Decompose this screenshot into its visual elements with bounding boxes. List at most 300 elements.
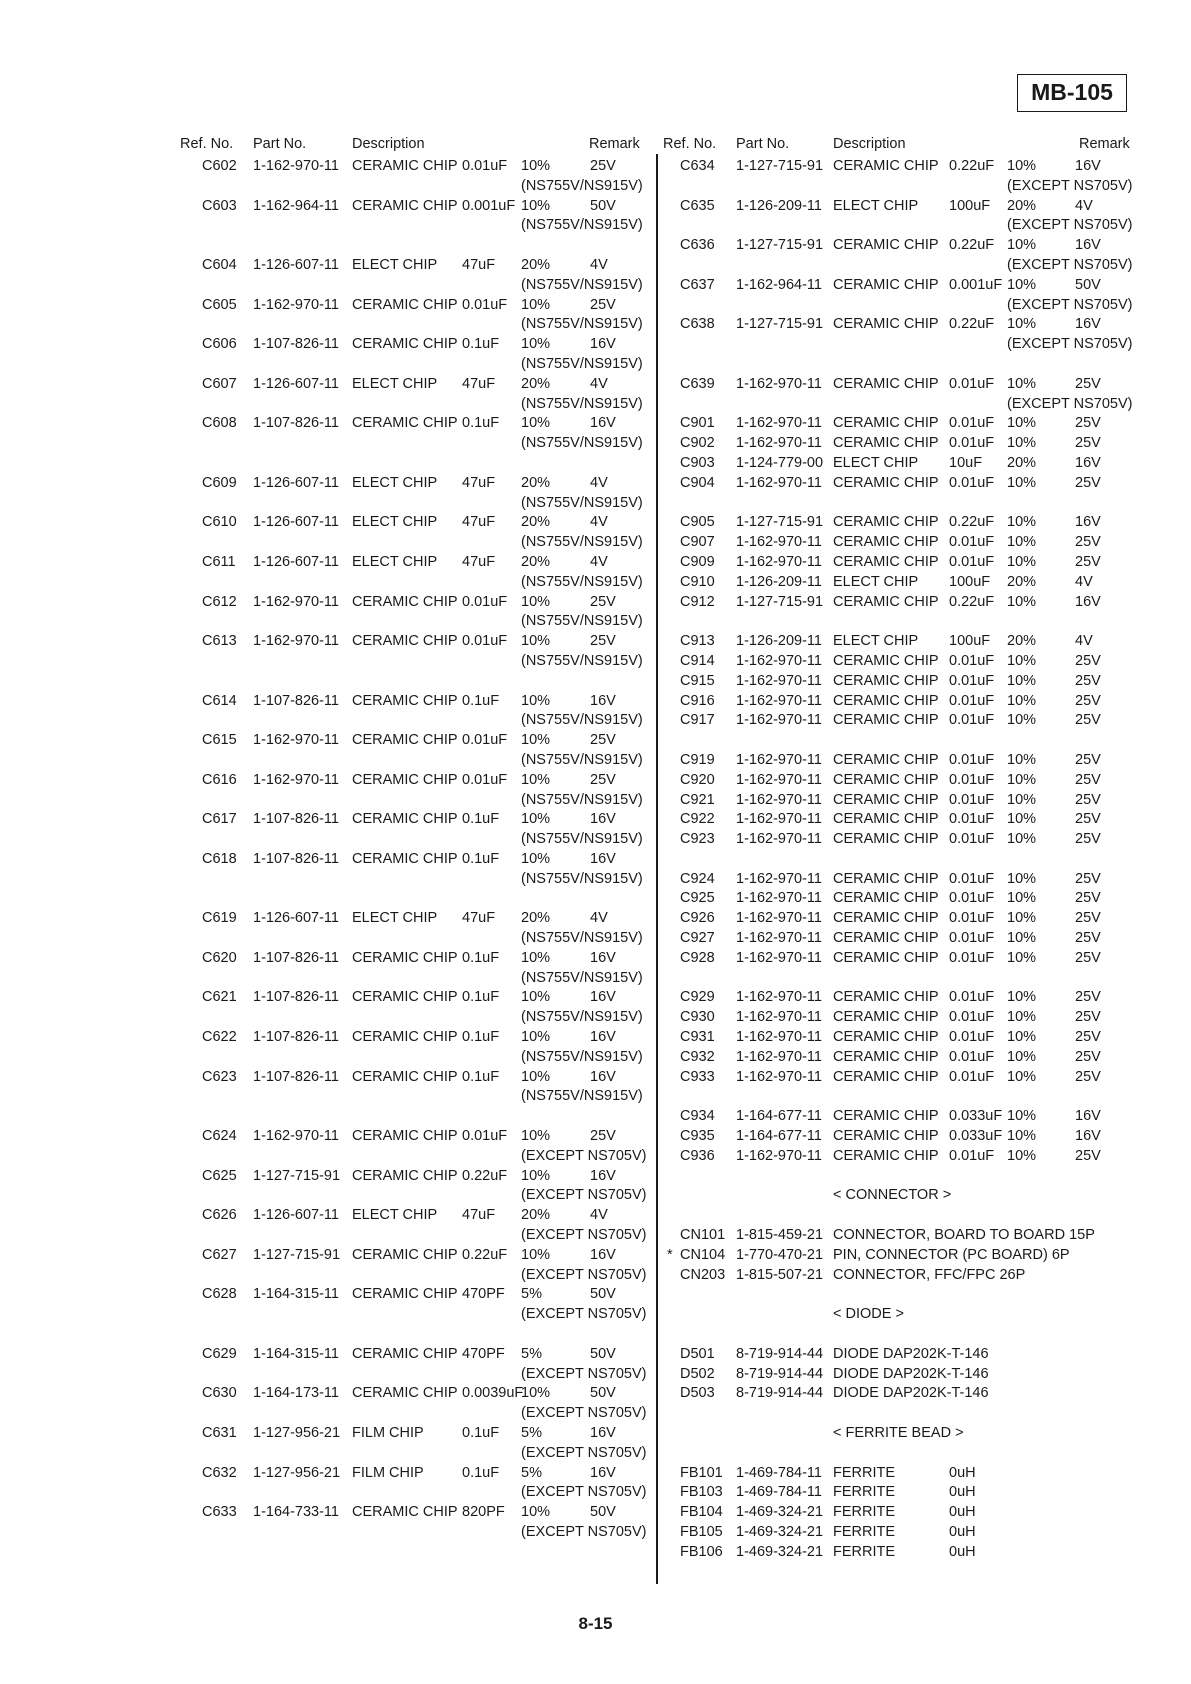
value: 0.1uF — [462, 1425, 500, 1441]
tolerance-remark: (EXCEPT NS705V) — [521, 1444, 647, 1461]
table-row — [661, 1069, 1131, 1089]
table-row — [661, 1088, 1131, 1108]
table-row — [661, 1247, 1131, 1267]
part-no: 1-469-324-21 — [736, 1504, 824, 1521]
tolerance-remark: 5% — [521, 1464, 542, 1481]
description: CERAMIC CHIP — [352, 1167, 458, 1184]
description: CERAMIC CHIP — [352, 1385, 458, 1402]
table-row — [661, 534, 1131, 554]
part-no: 1-127-715-91 — [253, 1167, 341, 1184]
table-row — [178, 435, 658, 455]
description: CERAMIC CHIP — [352, 692, 458, 709]
description: CONNECTOR, FFC/FPC 26P — [833, 1266, 1026, 1283]
part-no: 1-162-970-11 — [253, 732, 339, 749]
value: 0.01uF — [949, 831, 995, 848]
tolerance-remark: (EXCEPT NS705V) — [1007, 395, 1133, 412]
value: 47uF — [462, 514, 496, 531]
description: CERAMIC CHIP — [833, 593, 939, 610]
voltage: 25V — [1075, 474, 1101, 491]
table-row — [661, 890, 1131, 910]
value: 0.1uF — [462, 850, 500, 867]
table-row — [661, 1544, 1131, 1564]
table-row — [661, 514, 1131, 534]
part-no: 1-126-607-11 — [253, 256, 339, 273]
ref-no: FB105 — [680, 1523, 723, 1540]
tolerance-remark: (NS755V/NS915V) — [521, 355, 643, 372]
ref-no: C628 — [202, 1286, 237, 1303]
table-row — [178, 1385, 658, 1405]
description: FILM CHIP — [352, 1464, 424, 1481]
description: CERAMIC CHIP — [352, 633, 458, 650]
description: CERAMIC CHIP — [833, 158, 939, 174]
tolerance-remark: (EXCEPT NS705V) — [521, 1147, 647, 1164]
tolerance-remark: (NS755V/NS915V) — [521, 1048, 643, 1065]
part-no: 1-162-970-11 — [736, 771, 822, 788]
value: 0.01uF — [949, 791, 995, 808]
table-row — [178, 1524, 658, 1544]
ref-no: C607 — [202, 375, 237, 392]
tolerance-remark: (EXCEPT NS705V) — [1007, 217, 1133, 234]
voltage: 16V — [590, 1068, 616, 1085]
part-no: 1-107-826-11 — [253, 415, 339, 432]
page-number: 8-15 — [578, 1614, 613, 1633]
table-row — [178, 217, 658, 237]
description: ELECT CHIP — [352, 474, 438, 491]
ref-no: C925 — [680, 890, 715, 907]
ref-no: C931 — [680, 1029, 715, 1046]
voltage: 25V — [1075, 1048, 1101, 1065]
value: 47uF — [462, 553, 496, 570]
ref-no-header: Ref. No. — [663, 136, 717, 152]
table-row — [178, 257, 658, 277]
tolerance-remark: 10% — [1007, 1048, 1037, 1065]
tolerance-remark: 10% — [1007, 1147, 1037, 1164]
ref-no: C905 — [680, 514, 715, 531]
value: 0.01uF — [462, 1128, 508, 1145]
ref-no: C609 — [202, 474, 237, 491]
ref-no: C631 — [202, 1425, 237, 1441]
description: PIN, CONNECTOR (PC BOARD) 6P — [833, 1246, 1070, 1263]
description: DIODE DAP202K-T-146 — [833, 1365, 989, 1382]
table-row — [661, 1366, 1131, 1386]
ref-no: D501 — [680, 1345, 715, 1362]
part-no: 1-107-826-11 — [253, 850, 339, 867]
part-no: 1-164-315-11 — [253, 1345, 339, 1362]
description: CERAMIC CHIP — [833, 415, 939, 432]
table-row — [178, 732, 658, 752]
description: CERAMIC CHIP — [833, 1147, 939, 1164]
value: 0.01uF — [949, 751, 995, 768]
value: 0.22uF — [949, 514, 995, 531]
voltage: 25V — [1075, 751, 1101, 768]
ref-no: C936 — [680, 1147, 715, 1164]
tolerance-remark: (NS755V/NS915V) — [521, 613, 643, 630]
voltage: 16V — [1075, 514, 1101, 531]
tolerance-remark: (EXCEPT NS705V) — [521, 1484, 647, 1501]
voltage: 25V — [1075, 415, 1101, 432]
tolerance-remark: (EXCEPT NS705V) — [521, 1266, 647, 1283]
voltage: 50V — [1075, 276, 1101, 293]
voltage: 25V — [1075, 652, 1101, 669]
ref-no: C934 — [680, 1108, 715, 1125]
ref-no: C930 — [680, 1009, 715, 1026]
table-row — [661, 1504, 1131, 1524]
voltage: 25V — [590, 1128, 616, 1145]
ref-no: C910 — [680, 573, 715, 590]
voltage: 16V — [590, 989, 616, 1006]
part-no: 1-126-607-11 — [253, 474, 339, 491]
tolerance-remark: 10% — [521, 296, 551, 313]
left-parts-table — [178, 136, 658, 1544]
ref-no: C912 — [680, 593, 715, 610]
table-row — [661, 316, 1131, 336]
ref-no: C935 — [680, 1128, 715, 1145]
ref-no: C605 — [202, 296, 237, 313]
value: 0uH — [949, 1504, 976, 1521]
table-row — [178, 554, 658, 574]
table-row — [661, 336, 1131, 356]
table-row — [661, 1049, 1131, 1069]
left-table-header — [178, 136, 658, 158]
table-row — [661, 1128, 1131, 1148]
tolerance-remark: 5% — [521, 1286, 542, 1303]
ref-no: C630 — [202, 1385, 237, 1402]
tolerance-remark: (NS755V/NS915V) — [521, 831, 643, 848]
table-row — [178, 1128, 658, 1148]
value: 0.01uF — [462, 296, 508, 313]
ref-no: C623 — [202, 1068, 237, 1085]
part-no: 1-126-607-11 — [253, 553, 339, 570]
ref-no: C620 — [202, 949, 237, 966]
value: 0.01uF — [949, 1029, 995, 1046]
description: CERAMIC CHIP — [352, 1345, 458, 1362]
part-no: 1-162-970-11 — [253, 296, 339, 313]
value: 0.01uF — [949, 870, 995, 887]
description: ELECT CHIP — [352, 256, 438, 273]
table-row — [178, 792, 658, 812]
part-no: 1-162-970-11 — [736, 1048, 822, 1065]
voltage: 25V — [1075, 771, 1101, 788]
part-no: 1-126-209-11 — [736, 633, 822, 650]
ref-no: C611 — [202, 553, 236, 570]
table-row — [661, 633, 1131, 653]
value: 0.0039uF — [462, 1385, 524, 1402]
table-row — [178, 950, 658, 970]
part-no: 8-719-914-44 — [736, 1365, 824, 1382]
description: ELECT CHIP — [352, 514, 438, 531]
description: CERAMIC CHIP — [833, 375, 939, 392]
tolerance-remark: (EXCEPT NS705V) — [1007, 336, 1133, 353]
value: 0.033uF — [949, 1108, 1003, 1125]
part-no: 1-162-970-11 — [736, 672, 822, 689]
tolerance-remark: (NS755V/NS915V) — [521, 177, 643, 194]
table-row — [178, 415, 658, 435]
description: CERAMIC CHIP — [352, 989, 458, 1006]
description: CERAMIC CHIP — [352, 197, 458, 214]
part-no: 1-127-715-91 — [736, 514, 824, 531]
table-row — [661, 277, 1131, 297]
tolerance-remark: 20% — [1007, 454, 1037, 471]
value: 0.01uF — [949, 474, 995, 491]
description: FERRITE — [833, 1543, 896, 1560]
value: 0.01uF — [462, 732, 508, 749]
part-no: 1-164-173-11 — [253, 1385, 339, 1402]
tolerance-remark: 20% — [521, 1207, 551, 1224]
table-row — [661, 158, 1131, 178]
table-row — [178, 316, 658, 336]
table-row — [661, 772, 1131, 792]
voltage: 4V — [590, 910, 608, 927]
tolerance-remark: 20% — [521, 553, 551, 570]
description: CERAMIC CHIP — [833, 930, 939, 947]
table-row — [178, 158, 658, 178]
table-row — [178, 851, 658, 871]
table-row — [178, 1009, 658, 1029]
table-row — [661, 1187, 1131, 1207]
table-row — [178, 198, 658, 218]
ref-no: C616 — [202, 771, 237, 788]
table-row — [661, 257, 1131, 277]
tolerance-remark: 20% — [521, 910, 551, 927]
remark-header: Remark — [1079, 136, 1130, 152]
description: CERAMIC CHIP — [833, 435, 939, 452]
tolerance-remark: 10% — [521, 1385, 551, 1402]
description-header: Description — [352, 136, 425, 152]
tolerance-remark: 10% — [521, 1167, 551, 1184]
voltage: 25V — [1075, 910, 1101, 927]
value: 47uF — [462, 910, 496, 927]
table-row — [661, 851, 1131, 871]
ref-no: C909 — [680, 553, 715, 570]
voltage: 25V — [1075, 791, 1101, 808]
left-table-body — [178, 158, 658, 1544]
ref-no: C902 — [680, 435, 715, 452]
table-row — [178, 336, 658, 356]
description: CERAMIC CHIP — [352, 850, 458, 867]
table-row — [178, 376, 658, 396]
part-no: 1-815-507-21 — [736, 1266, 824, 1283]
ref-no: C932 — [680, 1048, 715, 1065]
voltage: 50V — [590, 1286, 616, 1303]
voltage: 16V — [590, 1167, 616, 1184]
tolerance-remark: 10% — [1007, 593, 1037, 610]
table-row — [661, 297, 1131, 317]
description: CERAMIC CHIP — [833, 1029, 939, 1046]
description: CERAMIC CHIP — [833, 811, 939, 828]
value: 0.1uF — [462, 949, 500, 966]
description: ELECT CHIP — [833, 197, 919, 214]
voltage: 16V — [1075, 1108, 1101, 1125]
description: < CONNECTOR > — [833, 1187, 952, 1204]
voltage: 25V — [1075, 811, 1101, 828]
ref-no: C929 — [680, 989, 715, 1006]
ref-no: C613 — [202, 633, 237, 650]
tolerance-remark: (NS755V/NS915V) — [521, 751, 643, 768]
voltage: 4V — [590, 514, 608, 531]
table-row — [178, 1366, 658, 1386]
table-row — [178, 653, 658, 673]
tolerance-remark: 10% — [521, 771, 551, 788]
description: CERAMIC CHIP — [833, 890, 939, 907]
description: CERAMIC CHIP — [833, 237, 939, 254]
value: 0.22uF — [949, 158, 995, 174]
tolerance-remark: 5% — [521, 1425, 542, 1441]
part-no: 1-107-826-11 — [253, 949, 339, 966]
value: 0.01uF — [949, 375, 995, 392]
table-row — [661, 1306, 1131, 1326]
ref-no: C928 — [680, 949, 715, 966]
table-row — [178, 989, 658, 1009]
table-row — [178, 871, 658, 891]
value: 0.01uF — [949, 553, 995, 570]
value: 0.01uF — [949, 652, 995, 669]
tolerance-remark: 20% — [521, 375, 551, 392]
voltage: 25V — [1075, 989, 1101, 1006]
value: 0.22uF — [462, 1246, 508, 1263]
part-no: 1-162-970-11 — [736, 375, 822, 392]
ref-no: C634 — [680, 158, 715, 174]
tolerance-remark: (EXCEPT NS705V) — [521, 1365, 647, 1382]
value: 0.01uF — [949, 712, 995, 729]
description: CERAMIC CHIP — [833, 831, 939, 848]
value: 0.01uF — [949, 910, 995, 927]
voltage: 16V — [590, 336, 616, 353]
value: 0.01uF — [949, 415, 995, 432]
value: 100uF — [949, 573, 991, 590]
part-no: 1-126-607-11 — [253, 375, 339, 392]
value: 100uF — [949, 197, 991, 214]
table-row — [661, 1168, 1131, 1188]
tolerance-remark: 20% — [1007, 197, 1037, 214]
table-row — [178, 633, 658, 653]
tolerance-remark: 10% — [521, 1246, 551, 1263]
voltage: 16V — [590, 1425, 616, 1441]
voltage: 16V — [590, 692, 616, 709]
part-no: 1-126-607-11 — [253, 1207, 339, 1224]
table-row — [661, 396, 1131, 416]
description: ELECT CHIP — [833, 633, 919, 650]
part-no: 1-162-970-11 — [736, 930, 822, 947]
table-row — [661, 237, 1131, 257]
table-row — [661, 613, 1131, 633]
table-row — [178, 475, 658, 495]
description: CERAMIC CHIP — [833, 1009, 939, 1026]
ref-no-header: Ref. No. — [180, 136, 234, 152]
table-row — [661, 1405, 1131, 1425]
part-no: 1-469-784-11 — [736, 1464, 822, 1481]
part-no: 1-469-324-21 — [736, 1523, 824, 1540]
tolerance-remark: 10% — [1007, 890, 1037, 907]
tolerance-remark: 10% — [1007, 771, 1037, 788]
description: CERAMIC CHIP — [833, 316, 939, 333]
ref-no: C923 — [680, 831, 715, 848]
voltage: 25V — [1075, 1068, 1101, 1085]
description: CERAMIC CHIP — [833, 949, 939, 966]
remark-header: Remark — [589, 136, 640, 152]
description: CERAMIC CHIP — [833, 771, 939, 788]
ref-no: C626 — [202, 1207, 237, 1224]
voltage: 25V — [1075, 375, 1101, 392]
ref-no: C639 — [680, 375, 715, 392]
value: 100uF — [949, 633, 991, 650]
description: CERAMIC CHIP — [833, 910, 939, 927]
part-no: 1-126-209-11 — [736, 197, 822, 214]
ref-no: C603 — [202, 197, 237, 214]
description: CERAMIC CHIP — [833, 672, 939, 689]
description: ELECT CHIP — [833, 454, 919, 471]
table-row — [661, 1267, 1131, 1287]
description: ELECT CHIP — [352, 910, 438, 927]
value: 0.01uF — [462, 771, 508, 788]
description: CERAMIC CHIP — [352, 771, 458, 788]
description: < DIODE > — [833, 1306, 904, 1323]
ref-no: C621 — [202, 989, 237, 1006]
value: 0.1uF — [462, 692, 500, 709]
tolerance-remark: 10% — [1007, 316, 1037, 333]
description: CERAMIC CHIP — [833, 791, 939, 808]
part-no: 1-107-826-11 — [253, 989, 339, 1006]
ref-no: C618 — [202, 850, 237, 867]
part-no: 1-162-970-11 — [736, 811, 822, 828]
part-no: 1-162-970-11 — [736, 989, 822, 1006]
table-row — [661, 732, 1131, 752]
ref-no: C612 — [202, 593, 237, 610]
tolerance-remark: (NS755V/NS915V) — [521, 534, 643, 551]
table-row — [661, 673, 1131, 693]
tolerance-remark: (EXCEPT NS705V) — [1007, 296, 1133, 313]
table-row — [661, 1029, 1131, 1049]
voltage: 16V — [590, 850, 616, 867]
table-row — [661, 1445, 1131, 1465]
table-row — [178, 1207, 658, 1227]
part-no: 1-162-970-11 — [736, 949, 822, 966]
value: 0.01uF — [949, 949, 995, 966]
tolerance-remark: 10% — [1007, 1128, 1037, 1145]
ref-no: C604 — [202, 256, 237, 273]
ref-no: C915 — [680, 672, 715, 689]
table-row — [661, 831, 1131, 851]
voltage: 25V — [1075, 890, 1101, 907]
tolerance-remark: 10% — [521, 1029, 551, 1046]
tolerance-remark: (NS755V/NS915V) — [521, 276, 643, 293]
part-no: 1-162-970-11 — [736, 1068, 822, 1085]
voltage: 25V — [1075, 1009, 1101, 1026]
tolerance-remark: (EXCEPT NS705V) — [521, 1187, 647, 1204]
table-row — [178, 1227, 658, 1247]
table-row — [178, 1049, 658, 1069]
description: CERAMIC CHIP — [352, 1068, 458, 1085]
column-divider — [656, 154, 658, 1584]
description: CERAMIC CHIP — [352, 593, 458, 610]
part-no: 1-162-970-11 — [736, 890, 822, 907]
ref-no: D502 — [680, 1365, 715, 1382]
ref-no: FB104 — [680, 1504, 723, 1521]
ref-no: FB106 — [680, 1543, 723, 1560]
part-no: 1-162-970-11 — [736, 910, 822, 927]
part-no: 1-107-826-11 — [253, 1029, 339, 1046]
table-row — [661, 217, 1131, 237]
tolerance-remark: (NS755V/NS915V) — [521, 435, 643, 452]
voltage: 25V — [590, 732, 616, 749]
ref-no: C619 — [202, 910, 237, 927]
part-no: 1-124-779-00 — [736, 454, 824, 471]
value: 0.1uF — [462, 1464, 500, 1481]
description: ELECT CHIP — [352, 553, 438, 570]
part-no: 8-719-914-44 — [736, 1385, 824, 1402]
description: CERAMIC CHIP — [833, 712, 939, 729]
description: CERAMIC CHIP — [833, 1108, 939, 1125]
voltage: 4V — [1075, 633, 1093, 650]
